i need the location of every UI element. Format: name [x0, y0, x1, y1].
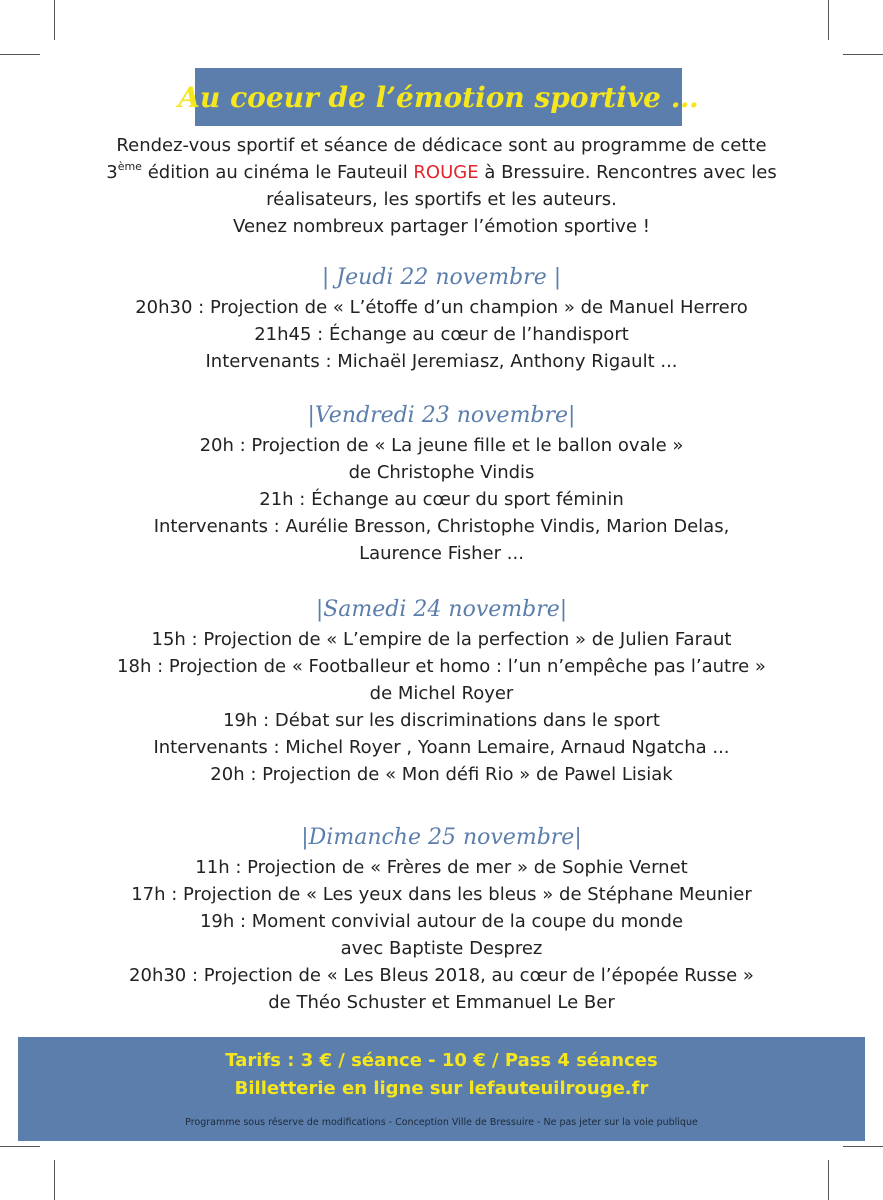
- edition-number: 3: [106, 162, 118, 183]
- footer-note: Programme sous réserve de modifications - Conception Ville de Bressuire - Ne pas jeter sur la voie publique: [185, 1117, 698, 1128]
- day-heading: |Vendredi 23 novembre|: [307, 403, 576, 428]
- day-section-vendredi: [0, 400, 883, 567]
- day-heading: |Dimanche 25 novembre|: [301, 825, 582, 850]
- event-line: 15h : Projection de « L’empire de la perfection » de Julien Faraut: [151, 629, 732, 650]
- rouge-word: ROUGE: [413, 162, 479, 183]
- intro-line: réalisateurs, les sportifs et les auteurs.: [266, 189, 617, 210]
- event-line: 21h : Échange au cœur du sport féminin: [259, 489, 624, 510]
- event-line: Intervenants : Michaël Jeremiasz, Anthony Rigault ...: [205, 351, 678, 372]
- event-line: 18h : Projection de « Footballeur et homo : l’un n’empêche pas l’autre »: [117, 656, 766, 677]
- edition-suffix: ème: [117, 160, 142, 173]
- event-line: Laurence Fisher ...: [359, 543, 524, 564]
- day-section-samedi: [0, 594, 883, 788]
- event-line: 20h30 : Projection de « L’étoffe d’un champion » de Manuel Herrero: [135, 297, 748, 318]
- event-line: de Michel Royer: [369, 683, 514, 704]
- billetterie-text: Billetterie en ligne sur lefauteuilrouge.fr: [234, 1078, 649, 1099]
- crop-mark: [54, 0, 55, 40]
- intro-paragraph: [0, 132, 883, 240]
- day-section-dimanche: [0, 822, 883, 1016]
- tarifs-text: Tarifs : 3 € / séance - 10 € / Pass 4 séances: [225, 1050, 658, 1071]
- intro-line: Rendez-vous sportif et séance de dédicace sont au programme de cette: [116, 135, 767, 156]
- event-line: 19h : Débat sur les discriminations dans le sport: [223, 710, 660, 731]
- day-heading: |Samedi 24 novembre|: [315, 597, 568, 622]
- title-banner: [178, 68, 699, 126]
- crop-mark: [843, 54, 883, 55]
- event-line: 11h : Projection de « Frères de mer » de Sophie Vernet: [195, 857, 688, 878]
- crop-mark: [54, 1160, 55, 1200]
- event-line: 20h : Projection de « Mon défi Rio » de Pawel Lisiak: [210, 764, 673, 785]
- footer-banner: [18, 1037, 865, 1141]
- event-line: Intervenants : Aurélie Bresson, Christophe Vindis, Marion Delas,: [153, 516, 730, 537]
- crop-mark: [0, 1146, 40, 1147]
- event-line: 20h : Projection de « La jeune fille et le ballon ovale »: [199, 435, 684, 456]
- crop-mark: [828, 1160, 829, 1200]
- crop-mark: [0, 54, 40, 55]
- intro-text: édition au cinéma le Fauteuil: [141, 162, 414, 183]
- intro-text: à Bressuire. Rencontres avec les: [478, 162, 777, 183]
- event-line: Intervenants : Michel Royer , Yoann Lemaire, Arnaud Ngatcha ...: [153, 737, 730, 758]
- event-line: 19h : Moment convivial autour de la coupe du monde: [199, 911, 684, 932]
- day-section-jeudi: [0, 262, 883, 375]
- event-line: de Théo Schuster et Emmanuel Le Ber: [268, 992, 615, 1013]
- intro-line: Venez nombreux partager l’émotion sportive !: [233, 216, 650, 237]
- day-heading: | Jeudi 22 novembre |: [321, 265, 562, 290]
- crop-mark: [843, 1146, 883, 1147]
- event-line: 20h30 : Projection de « Les Bleus 2018, au cœur de l’épopée Russe »: [129, 965, 754, 986]
- crop-mark: [828, 0, 829, 40]
- page-title: Au coeur de l’émotion sportive …: [178, 80, 699, 114]
- event-line: 21h45 : Échange au cœur de l’handisport: [254, 324, 629, 345]
- event-line: avec Baptiste Desprez: [340, 938, 543, 959]
- event-line: de Christophe Vindis: [348, 462, 535, 483]
- intro-line: [0, 159, 883, 186]
- event-line: 17h : Projection de « Les yeux dans les bleus » de Stéphane Meunier: [131, 884, 752, 905]
